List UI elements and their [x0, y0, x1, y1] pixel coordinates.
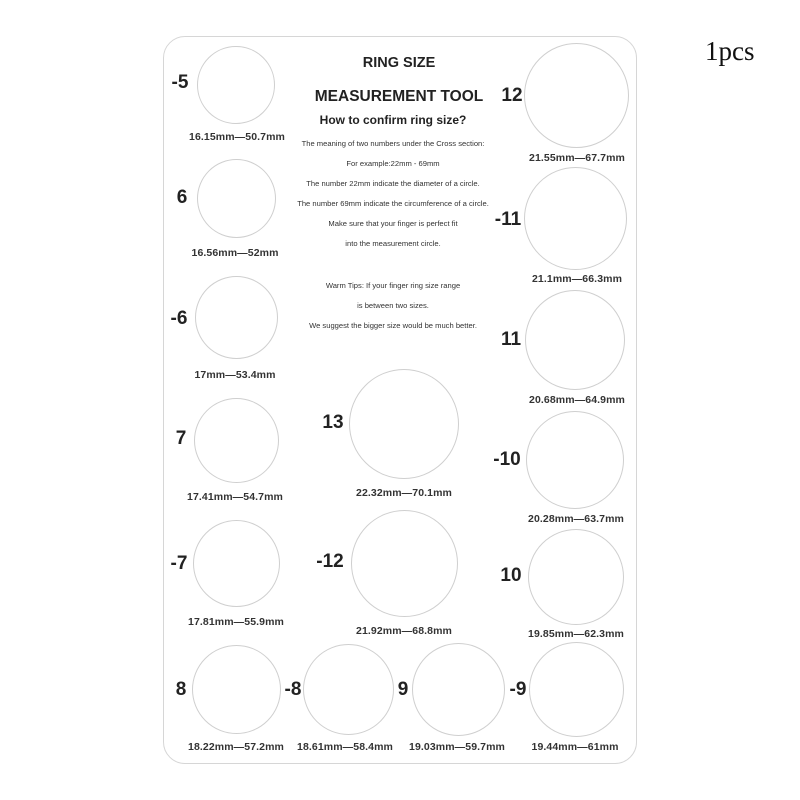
tip-line: We suggest the bigger size would be much better. — [309, 321, 477, 330]
ring-measure-label: 17mm—53.4mm — [194, 369, 276, 381]
ring-size-label: -9 — [509, 679, 527, 700]
ring-measure-label: 21.92mm—68.8mm — [356, 625, 452, 637]
ring-size-label: -6 — [170, 308, 188, 329]
ring-measure-label: 22.32mm—70.1mm — [356, 487, 452, 499]
ring-size-label: 12 — [501, 85, 523, 106]
ring-circle-minus-12 — [351, 510, 458, 617]
ring-circle-13 — [349, 369, 459, 479]
ring-circle-6 — [197, 159, 276, 238]
ring-circle-minus-6 — [195, 276, 278, 359]
ring-size-label: -11 — [494, 209, 522, 230]
instruction-line: The number 69mm indicate the circumference of a circle. — [297, 199, 489, 208]
ring-size-label: 10 — [500, 565, 522, 586]
ring-size-label: -7 — [170, 553, 188, 574]
instruction-line: For example:22mm - 69mm — [346, 159, 440, 168]
ring-measure-label: 17.41mm—54.7mm — [187, 491, 283, 503]
ring-size-label: 9 — [397, 679, 409, 700]
ring-measure-label: 19.44mm—61mm — [531, 741, 619, 753]
ring-measure-label: 18.22mm—57.2mm — [188, 741, 284, 753]
ring-size-label: 7 — [175, 428, 187, 449]
ring-measure-label: 16.56mm—52mm — [191, 247, 279, 259]
ring-circle-minus-11 — [524, 167, 627, 270]
instruction-line: The number 22mm indicate the diameter of a circle. — [306, 179, 480, 188]
ring-measure-label: 18.61mm—58.4mm — [297, 741, 393, 753]
ring-size-label: 8 — [175, 679, 187, 700]
ring-measure-label: 21.1mm—66.3mm — [531, 273, 623, 285]
ring-measure-label: 16.15mm—50.7mm — [189, 131, 285, 143]
ring-size-label: -5 — [171, 72, 189, 93]
ring-size-label: 13 — [322, 412, 344, 433]
instruction-line: Make sure that your finger is perfect fit — [328, 219, 458, 228]
instruction-line: into the measurement circle. — [345, 239, 441, 248]
ring-circle-12 — [524, 43, 629, 148]
ring-measure-label: 17.81mm—55.9mm — [188, 616, 284, 628]
instruction-line: The meaning of two numbers under the Cross section: — [301, 139, 485, 148]
ring-measure-label: 20.68mm—64.9mm — [529, 394, 625, 406]
ring-measure-label: 20.28mm—63.7mm — [528, 513, 624, 525]
ring-circle-8 — [192, 645, 281, 734]
ring-size-label: -12 — [316, 551, 344, 572]
ring-circle-minus-10 — [526, 411, 624, 509]
ring-circle-minus-5 — [197, 46, 275, 124]
ring-circle-minus-7 — [193, 520, 280, 607]
ring-circle-9 — [412, 643, 505, 736]
title-measurement-tool: MEASUREMENT TOOL — [314, 88, 484, 105]
ring-size-label: -8 — [284, 679, 302, 700]
ring-measure-label: 21.55mm—67.7mm — [529, 152, 625, 164]
question-heading: How to confirm ring size? — [319, 113, 467, 127]
title-ring-size: RING SIZE — [362, 55, 436, 71]
ring-circle-10 — [528, 529, 624, 625]
ring-circle-minus-8 — [303, 644, 394, 735]
quantity-label: 1pcs — [705, 36, 755, 66]
ring-measure-label: 19.03mm—59.7mm — [409, 741, 505, 753]
ring-measure-label: 19.85mm—62.3mm — [528, 628, 624, 640]
ring-size-label: -10 — [493, 449, 521, 470]
ring-size-label: 11 — [500, 329, 522, 350]
ring-circle-minus-9 — [529, 642, 624, 737]
ring-circle-11 — [525, 290, 625, 390]
tip-line: Warm Tips: If your finger ring size range — [325, 281, 461, 290]
tip-line: is between two sizes. — [357, 301, 429, 310]
ring-size-label: 6 — [176, 187, 188, 208]
ring-circle-7 — [194, 398, 279, 483]
